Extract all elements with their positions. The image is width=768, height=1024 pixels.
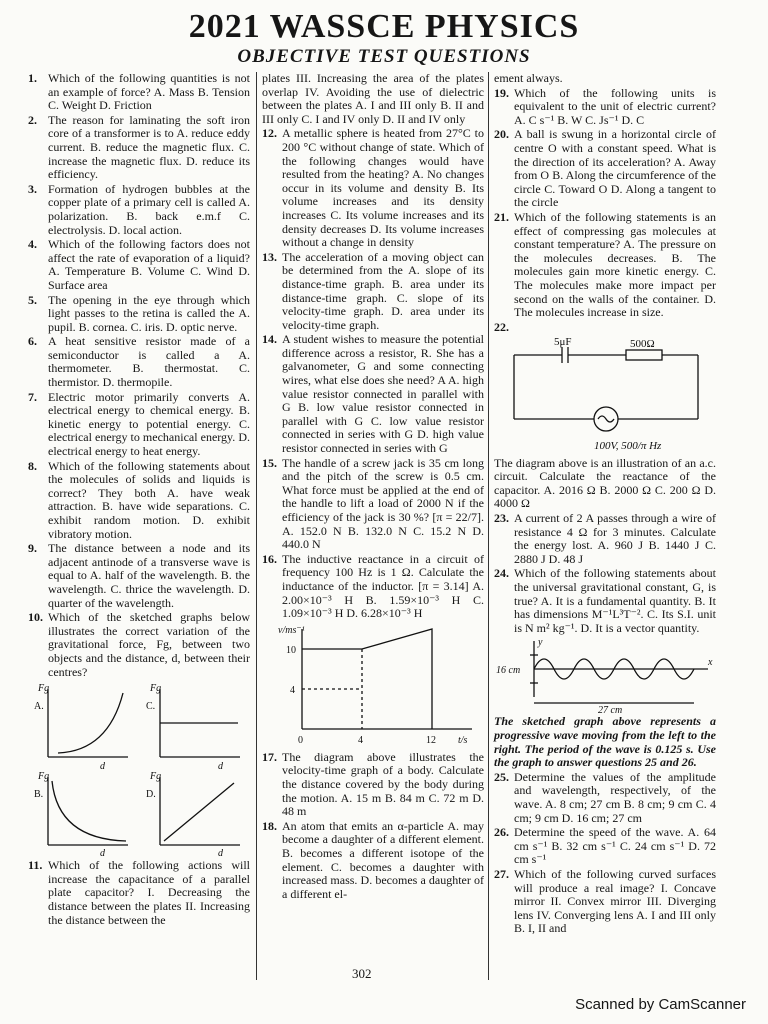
q10-graphs bbox=[28, 681, 250, 857]
question-11: 11. Which of the following actions will increase the capacitance of a parallel plate capacitor? I. Decreasing the distance between the plates II. Increasing the distance between the bbox=[28, 858, 250, 927]
question-15: 15. The handle of a screw jack is 35 cm long and the pitch of the screw is 0.5 cm. What force must be applied at the end of the handle to lift a load of 2000 N if the efficiency of the jack is 30 %? [π = 22/7]. A. 152.0 N B. 132.0 N C. 15.2 N D. 440.0 N bbox=[262, 455, 484, 552]
scanner-watermark: Scanned by CamScanner bbox=[575, 996, 746, 1013]
question-18-cont: ement always. bbox=[494, 71, 563, 85]
question-1: 1. Which of the following quantities is not an example of force? A. Mass B. Tension C. Weight D. Friction bbox=[28, 71, 250, 113]
vt-x-tick: 4 bbox=[358, 734, 363, 746]
vt-y-label: v/ms⁻¹ bbox=[278, 624, 305, 636]
axis-label-fg: Fg bbox=[38, 771, 50, 783]
graph-label-d: D. bbox=[146, 789, 156, 801]
wave-graph bbox=[494, 637, 716, 713]
question-10: 10. Which of the sketched graphs below illustrates the correct variation of the gravitational force, Fg, between two objects and the distance, d, between their centres? bbox=[28, 610, 250, 679]
axis-label-fg: Fg bbox=[150, 683, 162, 695]
question-23: 23. A current of 2 A passes through a wire of resistance 4 Ω for 3 minutes. Calculate the energy lost. A. 960 J B. 1440 J C. 2880 J D. 48 J bbox=[494, 511, 716, 566]
question-22-text: The diagram above is an illustration of an a.c. circuit. Calculate the reactance of the capacitor. A. 2016 Ω B. 2000 Ω C. 200 Ω D. 4000 Ω bbox=[494, 455, 716, 511]
wave-y-label: y bbox=[538, 637, 543, 649]
graph-label-a: A. bbox=[34, 701, 44, 713]
column-1 bbox=[28, 72, 250, 928]
axis-label-d: d bbox=[100, 848, 105, 858]
resistor-label: 500Ω bbox=[630, 337, 655, 350]
vt-x-label: t/s bbox=[458, 734, 468, 746]
question-17: 17. The diagram above illustrates the velocity-time graph of a body. Calculate the distance covered by the body during the motion. A. 15 m B. 84 m C. 72 m D. 48 m bbox=[262, 749, 484, 819]
capacitor-label: 5μF bbox=[554, 336, 572, 348]
vt-x-tick: 0 bbox=[298, 734, 303, 746]
axis-label-d: d bbox=[100, 761, 105, 773]
wave-x-label: x bbox=[708, 657, 713, 669]
question-13: 13. The acceleration of a moving object can be determined from the A. slope of its distance-time graph. B. area under its distance-time graph. C. slope of its velocity-time graph. D. area under its velocity-time graph. bbox=[262, 249, 484, 332]
supply-label: 100V, 500/π Hz bbox=[594, 439, 662, 452]
question-7: 7. Electric motor primarily converts A. electrical energy to chemical energy. B. kinetic energy to potential energy. C. electrical energy to mechanical energy. D. electrical energy to heat energy. bbox=[28, 389, 250, 459]
question-12: 12. A metallic sphere is heated from 27°C to 200 °C without change of state. Which of the following changes would have resulted from the heating? A. No changes occur in its volume and density B. Its volume increases and its density increases C. Its volume increases and its density decreases D. Its volume increases without a change in density bbox=[262, 126, 484, 250]
axis-label-d: d bbox=[218, 848, 223, 858]
axis-label-fg: Fg bbox=[38, 683, 50, 695]
question-25: 25. Determine the values of the amplitude and wavelength, respectively, of the wave. A. 8 cm; 27 cm B. 8 cm; 9 cm C. 4 cm; 9 cm D. 16 cm; 27 cm bbox=[494, 769, 716, 825]
question-6: 6. A heat sensitive resistor made of a semiconductor is called a A. thermometer. B. thermostat. C. thermistor. D. thermopile. bbox=[28, 334, 250, 390]
question-20: 20. A ball is swung in a horizontal circle of centre O with a constant speed. What is the direction of its acceleration? A. Away from O B. Along the circumference of the circle C. Toward O D. Along a tangent to the circle bbox=[494, 127, 716, 210]
wave-amplitude-label: 16 cm bbox=[496, 665, 521, 677]
question-26: 26. Determine the speed of the wave. A. 64 cm s⁻¹ B. 32 cm s⁻¹ C. 24 cm s⁻¹ D. 72 cm s⁻¹ bbox=[494, 825, 716, 867]
question-2: 2. The reason for laminating the soft iron core of a transformer is to A. reduce eddy current. B. reduce the magnetic flux. C. increase the magnetic flux. D. reduce its efficiency. bbox=[28, 112, 250, 182]
question-8: 8. Which of the following statements about the molecules of solids and liquids is correct? They both A. have weak attraction. B. have wide separations. C. exhibit random motion. D. exhibit vibratory motion. bbox=[28, 458, 250, 541]
question-24: 24. Which of the following statements about the universal gravitational constant, G, is true? A. It is a fundamental quantity. B. It has dimensions M⁻¹L³T⁻². C. Its S.I. unit is N m² kg⁻¹. D. It is a vector quantity. bbox=[494, 566, 716, 635]
page-title: 2021 WASSCE PHYSICS bbox=[188, 8, 580, 45]
page-subtitle: OBJECTIVE TEST QUESTIONS bbox=[237, 46, 531, 67]
question-14: 14. A student wishes to measure the potential difference across a resistor, R. She has a galvanometer, G and some connecting wires, what else does she need? A A. high value resistor connected in parallel with G B. low value resistor connected in parallel with G C. low value resistor connected in series with G D. high value resistor connected in series with G bbox=[262, 332, 484, 456]
question-21: 21. Which of the following statements is an effect of compressing gas molecules at constant temperature? A. The pressure on the molecules decreases. B. The molecules gain more kinetic energy. C. The molecules make more impact per second on the walls of the container. D. The molecules increase in size. bbox=[494, 209, 716, 320]
page-number: 302 bbox=[352, 966, 372, 981]
question-16: 16. The inductive reactance in a circuit of frequency 100 Hz is 1 Ω. Calculate the inductance of the inductor. [π = 3.14] A. 2.00×10⁻³ H B. 1.59×10⁻³ H C. 1.09×10⁻³ H D. 6.28×10⁻³ H bbox=[262, 551, 484, 621]
vt-x-tick: 12 bbox=[426, 734, 436, 746]
wave-caption: The sketched graph above represents a progressive wave moving from the left to the right. The period of the wave is 0.125 s. Use the graph to answer questions 25 and 26. bbox=[494, 714, 716, 770]
velocity-time-graph bbox=[262, 623, 484, 749]
question-9: 9. The distance between a node and its adjacent antinode of a transverse wave is equal to A. half of the wavelength. B. the wavelength. C. thrice the wavelength. D. quarter of the wavelength. bbox=[28, 541, 250, 610]
question-5: 5. The opening in the eye through which light passes to the retina is called the A. pupil. B. cornea. C. iris. D. optic nerve. bbox=[28, 292, 250, 334]
ac-circuit-diagram bbox=[494, 337, 716, 455]
graph-label-c: C. bbox=[146, 701, 156, 713]
vt-y-tick: 4 bbox=[290, 684, 295, 696]
question-19: 19. Which of the following units is equivalent to the unit of electric current? A. C s⁻¹ B. W C. Js⁻¹ D. C bbox=[494, 85, 716, 127]
vt-y-tick: 10 bbox=[286, 644, 296, 656]
graph-label-b: B. bbox=[34, 789, 44, 801]
question-3: 3. Formation of hydrogen bubbles at the copper plate of a primary cell is called A. polarization. B. back e.m.f C. electrolysis. D. local action. bbox=[28, 181, 250, 237]
axis-label-fg: Fg bbox=[150, 771, 162, 783]
question-27: 27. Which of the following curved surfaces will produce a real image? I. Concave mirror II. Convex mirror III. Diverging lens IV. Converging lens A. I and III only B. I, II and bbox=[494, 866, 716, 936]
wave-length-label: 27 cm bbox=[598, 705, 623, 714]
question-11-cont: plates III. Increasing the area of the plates overlap IV. Avoiding the use of dielectric between the plates A. I and III only B. II and III only C. I and IV only D. II and IV only bbox=[262, 71, 484, 126]
column-3 bbox=[494, 72, 716, 937]
question-18: 18. An atom that emits an α-particle A. may become a daughter of a different element. B. becomes a different isotope of the element. C. becomes a daughter with increased mass. D. becomes a daughter of a different el- bbox=[262, 818, 484, 901]
question-4: 4. Which of the following factors does not affect the rate of evaporation of a liquid? A. Temperature B. Volume C. Wind D. Surface area bbox=[28, 237, 250, 292]
column-2 bbox=[262, 72, 484, 902]
column-divider bbox=[488, 72, 489, 980]
axis-label-d: d bbox=[218, 761, 223, 773]
question-22: 22. bbox=[494, 319, 509, 334]
column-divider bbox=[256, 72, 257, 980]
